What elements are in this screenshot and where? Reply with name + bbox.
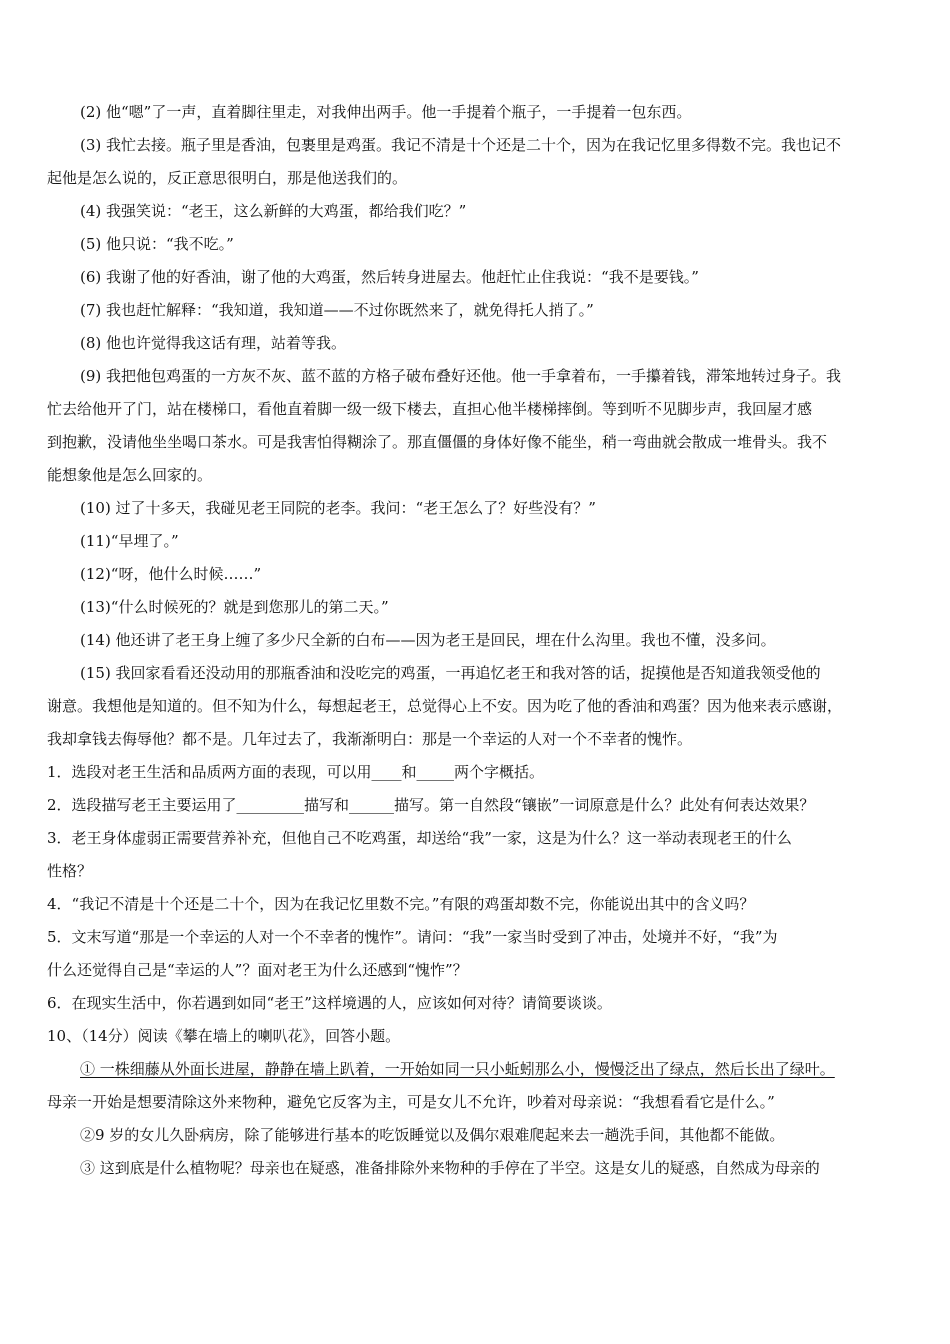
question-6: 6．在现实生活中，你若遇到如同“老王”这样境遇的人，应该如何对待？请简要谈谈。 xyxy=(47,994,612,1012)
paragraph-line: (15) 我回家看看还没动用的那瓶香油和没吃完的鸡蛋，一再追忆老王和我对答的话，捉摸他是否知道我领受他的 xyxy=(80,664,821,682)
paragraph-line: 到抱歉，没请他坐坐喝口茶水。可是我害怕得糊涂了。那直僵僵的身体好像不能坐，稍一弯曲就会散成一堆骨头。我不 xyxy=(47,433,828,451)
paragraph-line: 忙去给他开了门，站在楼梯口，看他直着脚一级一级下楼去，直担心他半楼梯摔倒。等到听不见脚步声，我回屋才感 xyxy=(47,400,813,418)
paragraph-line: 能想象他是怎么回家的。 xyxy=(47,466,213,484)
paragraph-line: (10) 过了十多天，我碰见老王同院的老李。我问：“老王怎么了？好些没有？” xyxy=(80,499,596,517)
question-5: 5．文末写道“那是一个幸运的人对一个不幸者的愧怍”。请问：“我”一家当时受到了冲击，处境并不好，“我”为 xyxy=(47,928,778,946)
section-10-heading: 10、（14分）阅读《攀在墙上的喇叭花》，回答小题。 xyxy=(47,1027,401,1045)
paragraph-line: 谢意。我想他是知道的。但不知为什么，每想起老王，总觉得心上不安。因为吃了他的香油和鸡蛋？因为他来表示感谢， xyxy=(47,697,843,715)
paragraph-line: (12)“呀，他什么时候……” xyxy=(80,565,262,583)
paragraph-line: (7) 我也赶忙解释：“我知道，我知道——不过你既然来了，就免得托人捎了。” xyxy=(80,301,594,319)
paragraph-line: (4) 我强笑说：“老王，这么新鲜的大鸡蛋，都给我们吃？” xyxy=(80,202,467,220)
paragraph-line: ②9 岁的女儿久卧病房，除了能够进行基本的吃饭睡觉以及偶尔艰难爬起来去一趟洗手间，其他都不能做。 xyxy=(80,1126,785,1144)
paragraph-line: (14) 他还讲了老王身上缠了多少尺全新的白布——因为老王是回民，埋在什么沟里。我也不懂，没多问。 xyxy=(80,631,776,649)
paragraph-line: (11)“早埋了。” xyxy=(80,532,179,550)
paragraph-line: 起他是怎么说的，反正意思很明白，那是他送我们的。 xyxy=(47,169,408,187)
question-1: 1．选段对老王生活和品质两方面的表现，可以用____和_____两个字概括。 xyxy=(47,763,545,781)
paragraph-line: (3) 我忙去接。瓶子里是香油，包裹里是鸡蛋。我记不清是十个还是二十个，因为在我记忆里多得数不完。我也记不 xyxy=(80,136,842,154)
paragraph-line: (6) 我谢了他的好香油，谢了他的大鸡蛋，然后转身进屋去。他赶忙止住我说：“我不是要钱。” xyxy=(80,268,699,286)
paragraph-line: (2) 他“嗯”了一声，直着脚往里走，对我伸出两手。他一手提着个瓶子，一手提着一包东西。 xyxy=(80,103,692,121)
paragraph-line: (8) 他也许觉得我这话有理，站着等我。 xyxy=(80,334,347,352)
paragraph-line: 我却拿钱去侮辱他？都不是。几年过去了，我渐渐明白：那是一个幸运的人对一个不幸者的愧怍。 xyxy=(47,730,693,748)
question-4: 4．“我记不清是十个还是二十个，因为在我记忆里数不完。”有限的鸡蛋却数不完，你能说出其中的含义吗？ xyxy=(47,895,755,913)
paragraph-line: (9) 我把他包鸡蛋的一方灰不灰、蓝不蓝的方格子破布叠好还他。他一手拿着布，一手攥着钱，滞笨地转过身子。我 xyxy=(80,367,842,385)
paragraph-line: 母亲一开始是想要清除这外来物种，避免它反客为主，可是女儿不允许，吵着对母亲说：“我想看看它是什么。” xyxy=(47,1093,775,1111)
paragraph-line-underlined: ① 一株细藤从外面长进屋，静静在墙上趴着，一开始如同一只小蚯蚓那么小，慢慢泛出了绿点，然后长出了绿叶。 xyxy=(80,1060,835,1078)
paragraph-line: (5) 他只说：“我不吃。” xyxy=(80,235,234,253)
question-3-cont: 性格？ xyxy=(47,862,93,880)
paragraph-line: ③ 这到底是什么植物呢？母亲也在疑惑，准备排除外来物种的手停在了半空。这是女儿的疑惑，自然成为母亲的 xyxy=(80,1159,820,1177)
question-5-cont: 什么还觉得自己是“幸运的人”？面对老王为什么还感到“愧怍”？ xyxy=(47,961,468,979)
question-3: 3．老王身体虚弱正需要营养补充，但他自己不吃鸡蛋，却送给“我”一家，这是为什么？这一举动表现老王的什么 xyxy=(47,829,792,847)
question-2: 2．选段描写老王主要运用了_________描写和______描写。第一自然段“镶嵌”一词原意是什么？此处有何表达效果？ xyxy=(47,796,815,814)
paragraph-line: (13)“什么时候死的？就是到您那儿的第二天。” xyxy=(80,598,389,616)
